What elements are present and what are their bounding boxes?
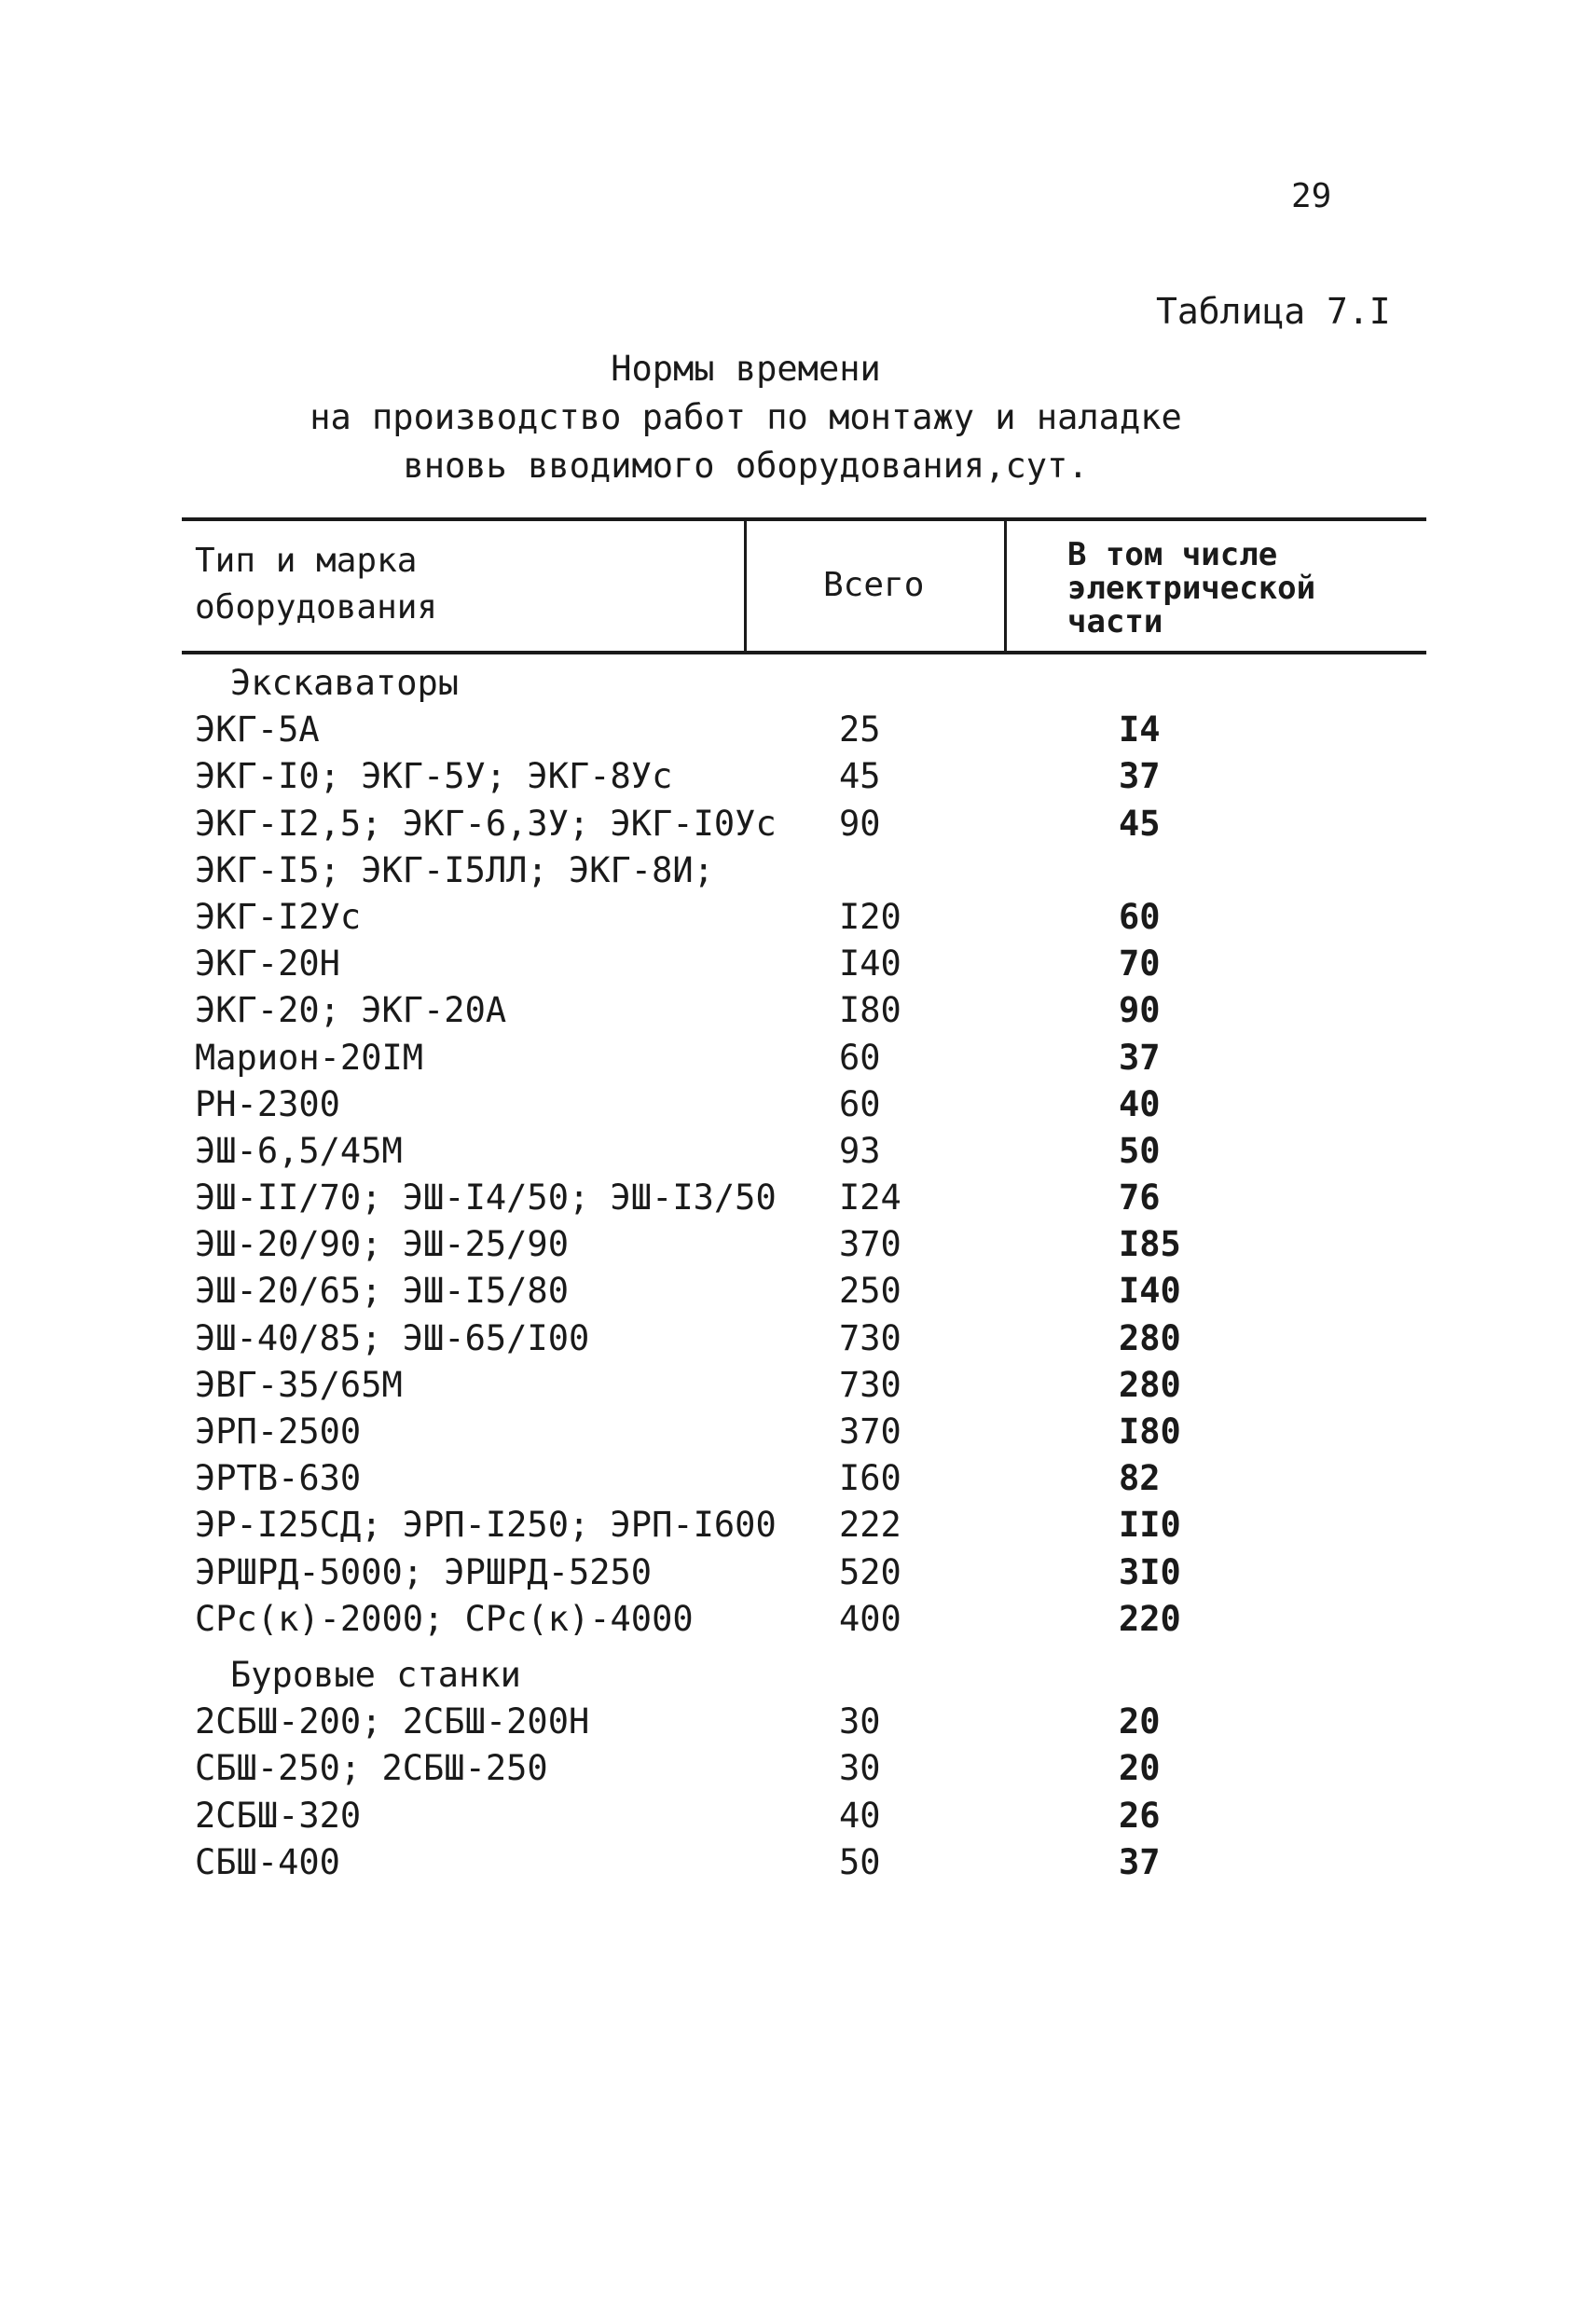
table-row [182,1032,1426,1079]
table-row [182,1837,1426,1883]
total-days: 40 [839,1795,881,1836]
electrical-days: 50 [1119,1130,1161,1171]
electrical-days: 280 [1119,1317,1181,1358]
column-divider [744,517,747,654]
electrical-days: 90 [1119,990,1161,1031]
equipment-name: ЭКГ-20Н [195,943,340,984]
table-row [182,1593,1426,1640]
table-row [182,1499,1426,1546]
electrical-days: I4 [1119,709,1161,750]
equipment-name: ЭШ-20/90; ЭШ-25/90 [195,1224,569,1265]
equipment-name: ЭРШРД-5000; ЭРШРД-5250 [195,1551,653,1592]
electrical-days: 40 [1119,1083,1161,1124]
total-days: 370 [839,1411,901,1452]
table-row [182,1453,1426,1499]
header-electrical [1067,538,1315,639]
total-days: 93 [839,1130,881,1171]
table-row [182,845,1426,891]
electrical-days: 76 [1119,1177,1161,1218]
total-days: 370 [839,1224,901,1265]
electrical-days: 3I0 [1119,1551,1181,1592]
electrical-days: I40 [1119,1271,1181,1312]
total-days: 45 [839,756,881,797]
header-line: электрической [1067,570,1316,607]
total-days: 60 [839,1083,881,1124]
electrical-days: II0 [1119,1505,1181,1546]
total-days: 222 [839,1505,901,1546]
total-days: 730 [839,1317,901,1358]
equipment-name: ЭШ-20/65; ЭШ-I5/80 [195,1271,569,1312]
section-heading-row [182,657,1426,704]
electrical-days: 20 [1119,1748,1161,1789]
table-row [182,750,1426,797]
table-row [182,984,1426,1031]
table-label: Таблица 7.I [1156,291,1391,332]
norms-table [182,517,1426,1883]
header-total: Всего [823,566,925,604]
equipment-name: ЭКГ-I5; ЭКГ-I5ЛЛ; ЭКГ-8И; [195,849,714,890]
total-days: 730 [839,1364,901,1405]
total-days: I80 [839,990,901,1031]
total-days: 30 [839,1701,881,1742]
table-row [182,1547,1426,1593]
table-row [182,1696,1426,1742]
header-line: В том числе [1067,536,1278,573]
equipment-name: ЭКГ-I2,5; ЭКГ-6,3У; ЭКГ-I0Ус [195,803,777,844]
equipment-name: 2СБШ-320 [195,1795,362,1836]
equipment-name: ЭКГ-5А [195,709,320,750]
equipment-name: СРс(к)-2000; СРс(к)-4000 [195,1598,694,1639]
column-divider [1004,517,1007,654]
equipment-name: ЭРТВ-630 [195,1458,362,1499]
total-days: 90 [839,803,881,844]
page-number: 29 [1291,177,1332,215]
equipment-name: Марион-20IМ [195,1037,424,1078]
table-row [182,938,1426,984]
equipment-name: ЭШ-6,5/45М [195,1130,403,1171]
section-heading: Экскаваторы [230,663,460,703]
total-days: I20 [839,896,901,937]
table-row [182,1313,1426,1359]
electrical-days: 37 [1119,1037,1161,1078]
title-line: Нормы времени [611,349,881,389]
equipment-name: ЭРП-2500 [195,1411,362,1452]
equipment-name: ЭКГ-I2Ус [195,896,362,937]
total-days: 250 [839,1271,901,1312]
equipment-name: ЭШ-II/70; ЭШ-I4/50; ЭШ-I3/50 [195,1177,777,1218]
electrical-days: 220 [1119,1598,1181,1639]
electrical-days: 82 [1119,1458,1161,1499]
electrical-days: 280 [1119,1364,1181,1405]
equipment-name: СБШ-250; 2СБШ-250 [195,1748,548,1789]
electrical-days: I85 [1119,1224,1181,1265]
section-heading: Буровые станки [230,1654,521,1695]
equipment-name: ЭКГ-20; ЭКГ-20А [195,990,507,1031]
table-row [182,1359,1426,1406]
equipment-name: ЭКГ-I0; ЭКГ-5У; ЭКГ-8Ус [195,756,673,797]
equipment-name: ЭВГ-35/65М [195,1364,403,1405]
table-top-rule [182,517,1426,521]
equipment-name: 2СБШ-200; 2СБШ-200Н [195,1701,590,1742]
title-line: на производство работ по монтажу и наладке [310,397,1182,437]
table-row [182,704,1426,750]
total-days: 60 [839,1037,881,1078]
header-line: оборудования [195,588,438,626]
table-row [182,798,1426,845]
electrical-days: 20 [1119,1701,1161,1742]
table-row [182,1790,1426,1837]
table-row [182,1172,1426,1218]
electrical-days: 60 [1119,896,1161,937]
total-days: 30 [839,1748,881,1789]
table-row [182,1079,1426,1125]
table-row [182,891,1426,938]
table-row [182,1265,1426,1312]
total-days: 50 [839,1841,881,1882]
header-type [195,538,437,631]
header-bottom-rule [182,651,1426,654]
table-row [182,1218,1426,1265]
total-days: I40 [839,943,901,984]
electrical-days: I80 [1119,1411,1181,1452]
electrical-days: 45 [1119,803,1161,844]
equipment-name: СБШ-400 [195,1841,340,1882]
electrical-days: 26 [1119,1795,1161,1836]
header-line: части [1067,603,1163,640]
title-line: вновь вводимого оборудования,сут. [403,446,1089,486]
table-body [182,657,1426,1883]
electrical-days: 70 [1119,943,1161,984]
header-line: Тип и марка [195,542,418,580]
table-row [182,1406,1426,1453]
total-days: 520 [839,1551,901,1592]
section-heading-row [182,1649,1426,1696]
total-days: I60 [839,1458,901,1499]
equipment-name: РН-2300 [195,1083,340,1124]
total-days: 400 [839,1598,901,1639]
electrical-days: 37 [1119,756,1161,797]
table-row [182,1125,1426,1172]
total-days: I24 [839,1177,901,1218]
equipment-name: ЭР-I25СД; ЭРП-I250; ЭРП-I600 [195,1505,777,1546]
electrical-days: 37 [1119,1841,1161,1882]
table-row [182,1742,1426,1789]
equipment-name: ЭШ-40/85; ЭШ-65/I00 [195,1317,590,1358]
table-title [186,345,1305,490]
total-days: 25 [839,709,881,750]
